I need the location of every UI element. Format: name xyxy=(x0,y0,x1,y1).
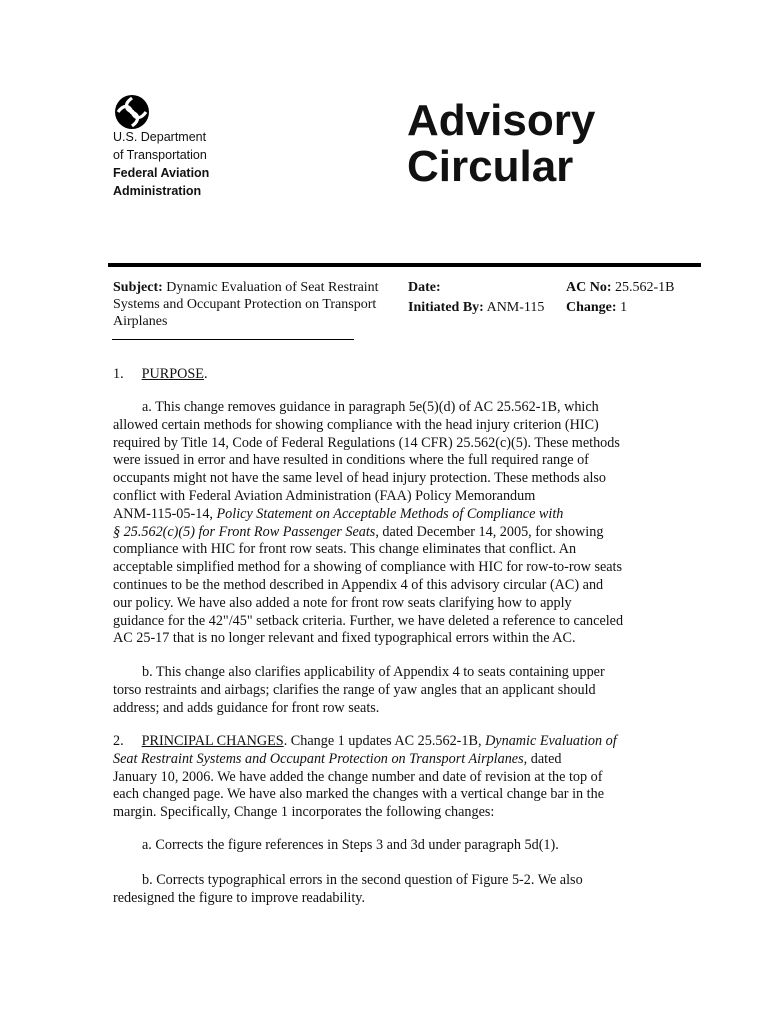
policy-title: Policy Statement on Acceptable Methods of Compliance with xyxy=(216,505,564,522)
para-line: conflict with Federal Aviation Administration (FAA) Policy Memorandum xyxy=(113,487,536,504)
change-label: Change: xyxy=(566,300,617,315)
dot-logo-icon xyxy=(114,94,150,130)
initiated-label: Initiated By: xyxy=(408,300,484,315)
subject-divider xyxy=(112,339,354,340)
para-line: guidance for the 42"/45" setback criteria. Further, we have deleted a reference to canceled xyxy=(113,612,624,629)
title-line-2: Circular xyxy=(407,142,574,191)
para-line: redesigned the figure to improve readability. xyxy=(113,889,366,906)
memo-number: ANM-115-05-14, xyxy=(113,505,217,522)
principal-changes-para xyxy=(113,733,658,822)
para-line: a. This change removes guidance in paragraph 5e(5)(d) of AC 25.562-1B, which xyxy=(142,399,599,415)
section-number: 1. xyxy=(113,366,124,382)
para-line: allowed certain methods for showing compliance with the head injury criterion (HIC) xyxy=(113,416,599,433)
purpose-para-b xyxy=(113,664,658,717)
para-line xyxy=(113,524,658,542)
change-field xyxy=(566,299,627,316)
agency-line-1: U.S. Department xyxy=(113,130,207,144)
para-text: , dated December 14, 2005, for showing xyxy=(375,523,604,540)
heading-period: . xyxy=(203,366,208,382)
subject-line-2: Systems and Occupant Protection on Transport xyxy=(113,297,377,312)
para-line: a. Corrects the figure references in Steps 3 and 3d under paragraph 5d(1). xyxy=(142,837,559,853)
para-line: compliance with HIC for front row seats. This change eliminates that conflict. An xyxy=(113,541,577,558)
para-line xyxy=(113,506,658,524)
acno-value: 25.562-1B xyxy=(615,280,675,295)
para-line xyxy=(113,751,658,769)
subject-line-1: Dynamic Evaluation of Seat Restraint xyxy=(166,280,379,295)
agency-line-3: Federal Aviation xyxy=(113,166,210,180)
subject-label: Subject: xyxy=(113,280,163,295)
section-number: 2. xyxy=(113,733,124,749)
para-line: our policy. We have also added a note for front row seats clarifying how to apply xyxy=(113,594,572,611)
purpose-para-a xyxy=(113,399,658,648)
date-label: Date: xyxy=(408,280,441,295)
para-line: occupants might not have the same level of head injury protection. These methods also xyxy=(113,470,607,487)
para-text: . Change 1 updates AC 25.562-1B, xyxy=(283,733,486,749)
agency-line-2: of Transportation xyxy=(113,148,207,162)
change-value: 1 xyxy=(620,300,628,315)
para-line: were issued in error and have resulted in conditions where the full required range of xyxy=(113,452,589,469)
agency-line-4: Administration xyxy=(113,184,202,198)
para-line: each changed page. We have also marked the changes with a vertical change bar in the xyxy=(113,786,604,803)
para-line: AC 25-17 that is no longer relevant and fixed typographical errors within the AC. xyxy=(113,630,576,647)
principal-item-a xyxy=(113,837,658,855)
principal-item-b xyxy=(113,872,658,908)
subject-line-3: Airplanes xyxy=(113,314,168,329)
para-line: margin. Specifically, Change 1 incorporates the following changes: xyxy=(113,804,495,821)
header-divider xyxy=(108,263,701,267)
para-line xyxy=(113,733,658,751)
para-line: January 10, 2006. We have added the change number and date of revision at the top of xyxy=(113,768,603,785)
purpose-heading xyxy=(113,366,658,384)
initiated-field xyxy=(408,299,544,316)
subject-block xyxy=(113,279,388,330)
ac-title-ref-cont: Seat Restraint Systems and Occupant Protection on Transport Airplanes xyxy=(113,750,524,767)
para-line: torso restraints and airbags; clarifies the range of yaw angles that an applicant should xyxy=(113,681,596,698)
para-line: b. This change also clarifies applicability of Appendix 4 to seats containing upper xyxy=(142,664,605,680)
acno-label: AC No: xyxy=(566,280,612,295)
para-line: continues to be the method described in Appendix 4 of this advisory circular (AC) and xyxy=(113,576,604,593)
acno-field xyxy=(566,279,675,296)
date-field xyxy=(408,279,441,296)
policy-title-cont: § 25.562(c)(5) for Front Row Passenger Seats xyxy=(113,523,376,540)
para-text: , dated xyxy=(523,750,562,767)
ac-title-ref: Dynamic Evaluation of xyxy=(485,733,617,749)
title-line-1: Advisory xyxy=(407,96,596,145)
para-line: address; and adds guidance for front row seats. xyxy=(113,699,380,716)
para-line: b. Corrects typographical errors in the second question of Figure 5-2. We also xyxy=(142,872,583,888)
section-heading: PURPOSE xyxy=(141,366,204,382)
section-heading: PRINCIPAL CHANGES xyxy=(141,733,284,749)
initiated-value: ANM-115 xyxy=(486,300,545,315)
para-line: required by Title 14, Code of Federal Regulations (14 CFR) 25.562(c)(5). These methods xyxy=(113,434,620,451)
para-line: acceptable simplified method for a showing of compliance with HIC for row-to-row seats xyxy=(113,559,623,576)
document-title xyxy=(407,98,595,190)
